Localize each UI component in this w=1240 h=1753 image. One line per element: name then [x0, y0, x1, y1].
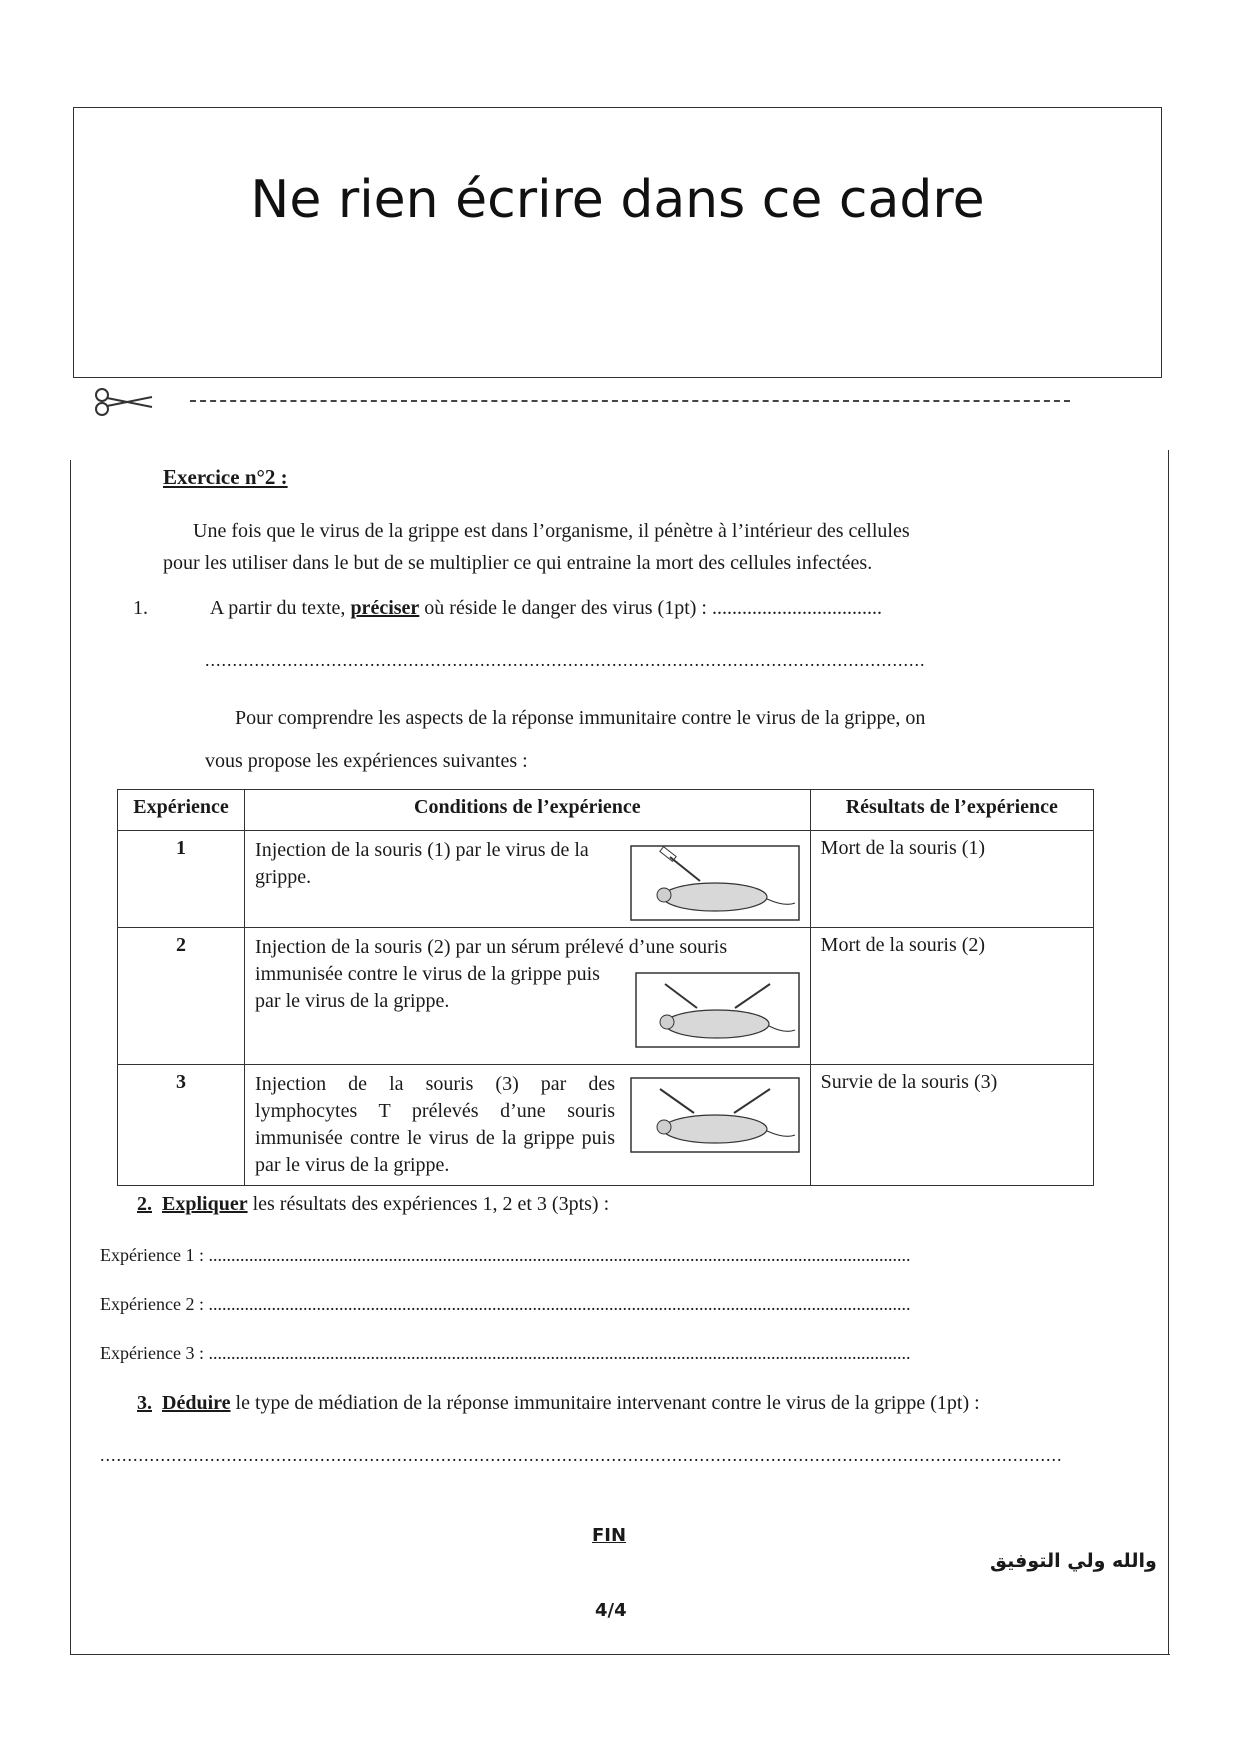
mouse-injection-illustration	[635, 972, 800, 1048]
question-3-text: le type de médiation de la réponse immunitaire intervenant contre le virus de la grippe (1pt) :	[235, 1392, 980, 1414]
header-results: Résultats de l’expérience	[810, 790, 1093, 831]
answer-label: Expérience 1 :	[100, 1245, 204, 1265]
question-2-number: 2.	[137, 1193, 152, 1215]
experience-result: Survie de la souris (3)	[810, 1065, 1093, 1186]
experience-condition: immunisée contre le virus de la grippe puis par le virus de la grippe.	[255, 963, 600, 1012]
table-row	[118, 831, 1094, 928]
mouse-injection-illustration	[630, 1077, 800, 1153]
experience-number: 1	[118, 831, 245, 928]
question-2-keyword: Expliquer	[162, 1193, 248, 1215]
reserved-frame	[73, 107, 1162, 378]
page-number: 4/4	[595, 1600, 627, 1621]
scissors-icon	[92, 385, 164, 419]
question-3-number: 3.	[137, 1392, 152, 1414]
answer-dots[interactable]: ............................................................................................................................................................	[208, 1294, 911, 1314]
experience-result: Mort de la souris (2)	[810, 928, 1093, 1065]
question-3-keyword: Déduire	[162, 1392, 231, 1414]
experience-condition: Injection de la souris (1) par le virus de la grippe.	[255, 839, 589, 888]
frame-title: Ne rien écrire dans ce cadre	[250, 170, 985, 230]
answer-line-experience-2[interactable]	[100, 1294, 1115, 1315]
question-1-answer-line[interactable]: ...................................................................................................................................	[205, 650, 926, 670]
answer-line-experience-1[interactable]	[100, 1245, 1115, 1266]
question-2-text: les résultats des expériences 1, 2 et 3 (3pts) :	[252, 1193, 610, 1215]
page-border-right	[1168, 450, 1169, 1655]
experiments-intro-line-1: Pour comprendre les aspects de la réponse immunitaire contre le virus de la grippe, on	[235, 707, 926, 729]
answer-label: Expérience 2 :	[100, 1294, 204, 1314]
cut-line	[190, 400, 1070, 402]
end-marker: FIN	[592, 1525, 627, 1546]
experience-number: 3	[118, 1065, 245, 1186]
experience-condition-cell	[245, 928, 811, 1065]
question-2	[137, 1193, 609, 1216]
question-1-text-after: où réside le danger des virus (1pt) :	[424, 597, 707, 619]
experience-condition-cell	[245, 831, 811, 928]
experiments-intro	[205, 697, 1065, 783]
experience-result: Mort de la souris (1)	[810, 831, 1093, 928]
question-1-text-before: A partir du texte,	[209, 597, 346, 619]
question-1-keyword: préciser	[350, 597, 420, 619]
header-experience: Expérience	[118, 790, 245, 831]
page-border-left	[70, 460, 71, 1655]
header-conditions: Conditions de l’expérience	[245, 790, 811, 831]
question-1	[133, 597, 882, 620]
mouse-injection-illustration	[630, 845, 800, 921]
exercise-heading: Exercice n°2 :	[163, 465, 288, 489]
intro-line-2: pour les utiliser dans le but de se multiplier ce qui entraine la mort des cellules infectées.	[163, 552, 873, 574]
experience-number: 2	[118, 928, 245, 1065]
table-header-row	[118, 790, 1094, 831]
page-border-bottom	[70, 1654, 1170, 1655]
question-1-answer-dots-inline[interactable]: ..................................	[712, 597, 882, 619]
closing-phrase: والله ولي التوفيق	[990, 1550, 1157, 1572]
answer-line-experience-3[interactable]	[100, 1343, 1115, 1364]
experience-condition: Injection de la souris (3) par des lymphocytes T prélevés d’une souris immunisée contre le virus de la grippe puis par le virus de la grippe.	[255, 1073, 616, 1176]
answer-label: Expérience 3 :	[100, 1343, 204, 1363]
question-3	[137, 1392, 1137, 1415]
answer-dots[interactable]: ............................................................................................................................................................	[208, 1343, 911, 1363]
question-1-number: 1.	[133, 597, 148, 619]
experiments-intro-line-2: vous propose les expériences suivantes :	[205, 750, 528, 772]
experience-condition-cell	[245, 1065, 811, 1186]
experience-condition-line-1: Injection de la souris (2) par un sérum prélevé d’une souris	[255, 936, 728, 958]
table-row	[118, 1065, 1094, 1186]
answer-dots[interactable]: ............................................................................................................................................................	[208, 1245, 911, 1265]
intro-line-1: Une fois que le virus de la grippe est dans l’organisme, il pénètre à l’intérieur des cellules	[193, 520, 910, 542]
table-row	[118, 928, 1094, 1065]
exercise-intro	[163, 515, 1063, 579]
experiments-table	[117, 789, 1094, 1186]
question-3-answer-line[interactable]: ...............................................................................................................................................................................	[100, 1445, 1063, 1465]
